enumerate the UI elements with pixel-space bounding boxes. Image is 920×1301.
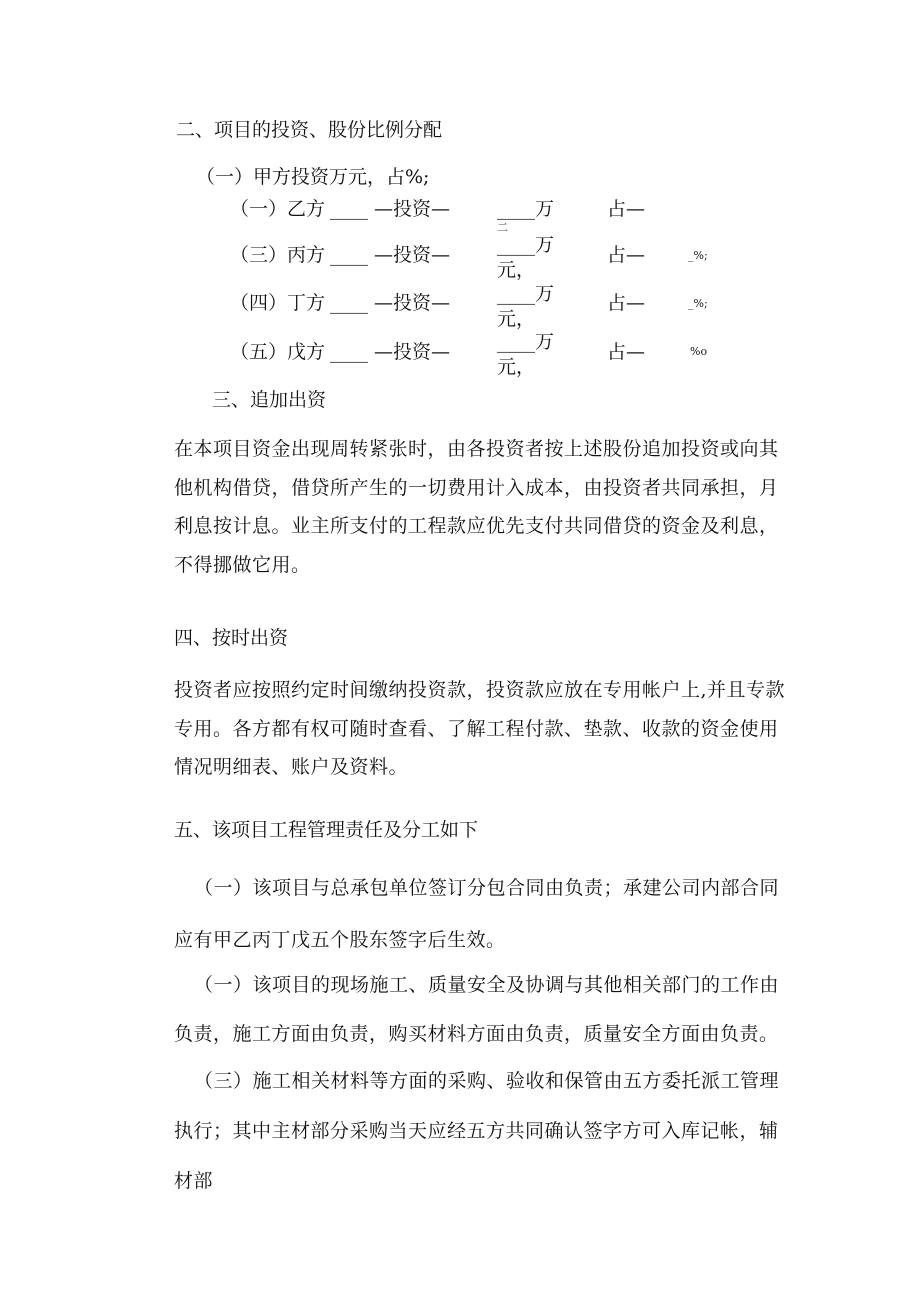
amount-blank: ____万 [497, 234, 555, 256]
section-5-item-1 [174, 862, 790, 966]
section-5-item-2 [174, 961, 790, 1059]
share-label: 占— [607, 341, 646, 363]
amount-unit: 元， [497, 259, 536, 281]
party-label: （三）丙方 [230, 244, 326, 266]
party-a-line: （一）甲方投资万元，占%; [196, 166, 430, 188]
percent-blank: %o [690, 345, 708, 358]
section-3-heading: 三、追加出资 [212, 389, 327, 411]
party-label: （四）丁方 [230, 292, 326, 314]
section-5-item-1-text: （一）该项目与总承包单位签订分包合同由负责；承建公司内部合同应有甲乙丙丁戊五个股东签字后生效。 [174, 877, 780, 951]
percent-blank: _%; [688, 249, 708, 262]
section-3-body [174, 430, 790, 584]
amount-blank: ____万 [497, 198, 555, 220]
amount-unit: 元， [497, 308, 536, 330]
party-label: （五）戊方 [230, 341, 326, 363]
section-5-item-3-text: （三）施工相关材料等方面的采购、验收和保管由五方委托派工管理执行；其中主材部分采购当天应经五方共同确认签字方可入库记帐，辅材部 [174, 1070, 780, 1192]
section-5-item-2-text: （一）该项目的现场施工、质量安全及协调与其他相关部门的工作由负责，施工方面由负责，购买材料方面由负责，质量安全方面由负责。 [174, 974, 780, 1045]
amount-unit: 二 [497, 221, 508, 234]
section-4-text: 投资者应按照约定时间缴纳投资款，投资款应放在专用帐户上,并且专款专用。各方都有权可随时查看、了解工程付款、垫款、收款的资金使用情况明细表、账户及资料。 [174, 679, 786, 778]
section-5-item-3 [174, 1056, 790, 1206]
share-label: 占— [607, 198, 646, 220]
section-3-text: 在本项目资金出现周转紧张时，由各投资者按上述股份追加投资或向其他机构借贷，借贷所产生的一切费用计入成本，由投资者共同承担，月利息按计息。业主所支付的工程款应优先支付共同借贷的资金及利息，不得挪做它用。 [174, 438, 779, 576]
share-label: 占— [607, 244, 646, 266]
amount-blank: ____万 [497, 283, 555, 305]
investment-blank: ____ —投资— [330, 341, 451, 363]
percent-blank: _%; [688, 297, 708, 310]
section-5-heading: 五、该项目工程管理责任及分工如下 [174, 819, 479, 841]
amount-blank: ____万 [497, 331, 555, 353]
amount-unit: 元， [497, 356, 536, 378]
party-label: （一）乙方 [230, 198, 326, 220]
section-2-heading: 二、项目的投资、股份比例分配 [176, 119, 443, 141]
investment-blank: ____ —投资— [330, 292, 451, 314]
investment-blank: ____ —投资— [330, 244, 451, 266]
section-4-body [174, 671, 790, 787]
share-label: 占— [607, 292, 646, 314]
investment-blank: ____ —投资— [330, 198, 451, 220]
section-4-heading: 四、按时出资 [174, 627, 289, 649]
